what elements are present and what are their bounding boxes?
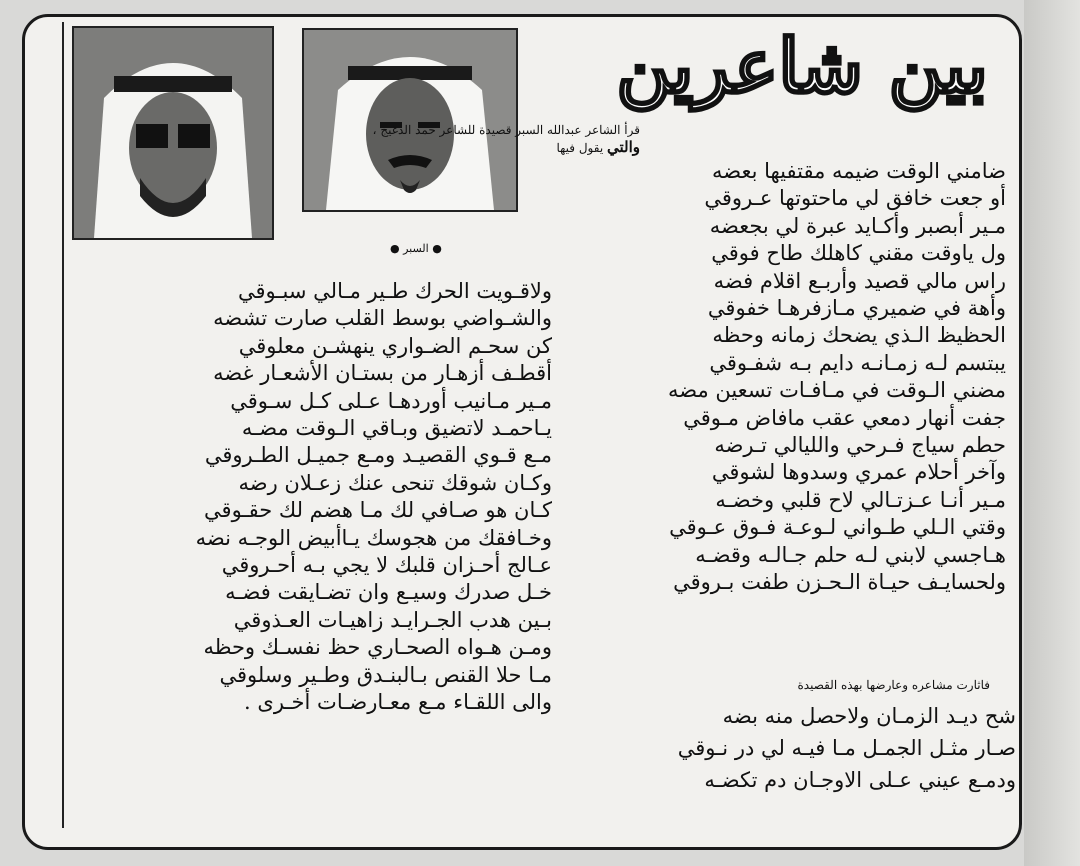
intro-line-rest: يقول فيها xyxy=(556,141,604,155)
poem-line: هـاجسي لابني لـه حلم جـالـه وقضـه xyxy=(695,542,1006,567)
poem-line: شح ديـد الزمـان ولاحصل منه بضه xyxy=(722,704,1016,728)
portrait-image xyxy=(304,30,516,210)
reply-intro-note: فاثارت مشاعره وعارضها بهذه القصيدة xyxy=(797,678,990,692)
poem-line: حطم سياج فـرحي والليالي تـرضه xyxy=(714,433,1006,458)
poem-line: وآخر أحلام عمري وسدوها لشوقي xyxy=(711,460,1006,485)
poem-line: صـار مثـل الجمـل مـا فيـه لي در نـوقي xyxy=(677,736,1016,760)
page-edge xyxy=(1024,0,1080,866)
poem-line: بـين هدب الجـرايـد زاهيـات العـذوقي xyxy=(233,607,552,632)
poem-line: ولحسايـف حيـاة الـحـزن طفت بـروقي xyxy=(673,570,1006,595)
poem-line: وأهة في ضميري مـازفرهـا خفوقي xyxy=(707,296,1006,321)
poem-line: يـاحمـد لاتضيق وبـاقي الـوقت مضـه xyxy=(241,416,552,441)
poem-line: مـير أنـا عـزتـالي لاح قلبي وخضـه xyxy=(715,487,1006,512)
poem-line: ضامني الوقت ضيمه مقتفيها بعضه xyxy=(711,159,1006,183)
poem-line: يبتسم لـه زمـانـه دايم بـه شفـوقي xyxy=(709,350,1006,375)
poem-line: وخـافقك من هجوسك يـاأبيض الوجـه نضه xyxy=(195,525,552,550)
poem-line: ول ياوقت مقني كاهلك طاح فوقي xyxy=(711,241,1006,266)
poem-line: أقطـف أزهـار من بستـان الأشعـار غضه xyxy=(213,361,552,386)
column-rule xyxy=(62,22,64,828)
poem-line: عـالج أحـزان قلبك لا يجي بـه أحـروقي xyxy=(221,553,552,578)
poem-line: مضني الـوقت في مـافـات تسعين مضه xyxy=(667,378,1006,403)
poem-line: مـا حلا القنص بـالبنـدق وطـير وسلوقي xyxy=(219,662,552,687)
poet-photo-right xyxy=(302,28,518,212)
article-title: بين شاعرين xyxy=(616,24,988,110)
poem-line: ودمـع عيني عـلى الاوجـان دم تكضـه xyxy=(704,768,1016,792)
poem-line: أو جعت خافق لي ماحتوتها عـروقي xyxy=(704,186,1006,211)
poem-line: والى اللقـاء مـع معـارضـات أخـرى . xyxy=(244,690,552,715)
poem-line: كن سحـم الضـواري ينهشـن معلوقي xyxy=(238,333,552,358)
intro-lead-word: والتي xyxy=(606,138,640,156)
intro-line: قرأ الشاعر عبدالله السبر قصيدة للشاعر حمد الدغيج ، xyxy=(372,123,640,137)
poem-line: مـير أبصبر وأكـايد عبرة لي بجعضه xyxy=(709,213,1006,238)
poem-reply-continued xyxy=(112,278,552,717)
intro-line xyxy=(200,139,640,157)
photo-caption: ● السبر ● xyxy=(390,242,442,255)
poem-line: جفت أنهار دمعي عقب مافاض مـوقي xyxy=(683,405,1006,430)
poem-reply-start xyxy=(576,700,1016,796)
poem-line: راس مالي قصيد وأربـع اقلام فضه xyxy=(713,268,1006,293)
poem-line: مـع قـوي القصيـد ومـع جميـل الطـروقي xyxy=(204,443,552,468)
poem-line: ولاقـويت الحرك طـير مـالي سبـوقي xyxy=(238,279,552,303)
poem-line: ومـن هـواه الصحـاري حظ نفسـك وحظه xyxy=(203,635,552,660)
poem-line: كـان هو صـافي لك مـا هضم لك حقـوقي xyxy=(204,498,552,523)
poem-line: مـير مـانيب أوردهـا عـلى كـل سـوقي xyxy=(230,388,552,413)
poem-line: خـل صدرك وسيـع وان تضـايقت فضـه xyxy=(225,580,552,605)
poem-line: وكـان شوقك تنحى عنك زعـلان رضه xyxy=(238,470,552,495)
poem-original xyxy=(586,158,1006,597)
poem-line: وقتي الـلي طـواني لـوعـة فـوق عـوقي xyxy=(669,515,1006,540)
poem-line: والشـواضي بوسط القلب صارت تشضه xyxy=(213,306,552,331)
intro-text xyxy=(200,122,640,157)
poem-line: الحظيظ الـذي يضحك زمانه وحظه xyxy=(712,323,1006,348)
